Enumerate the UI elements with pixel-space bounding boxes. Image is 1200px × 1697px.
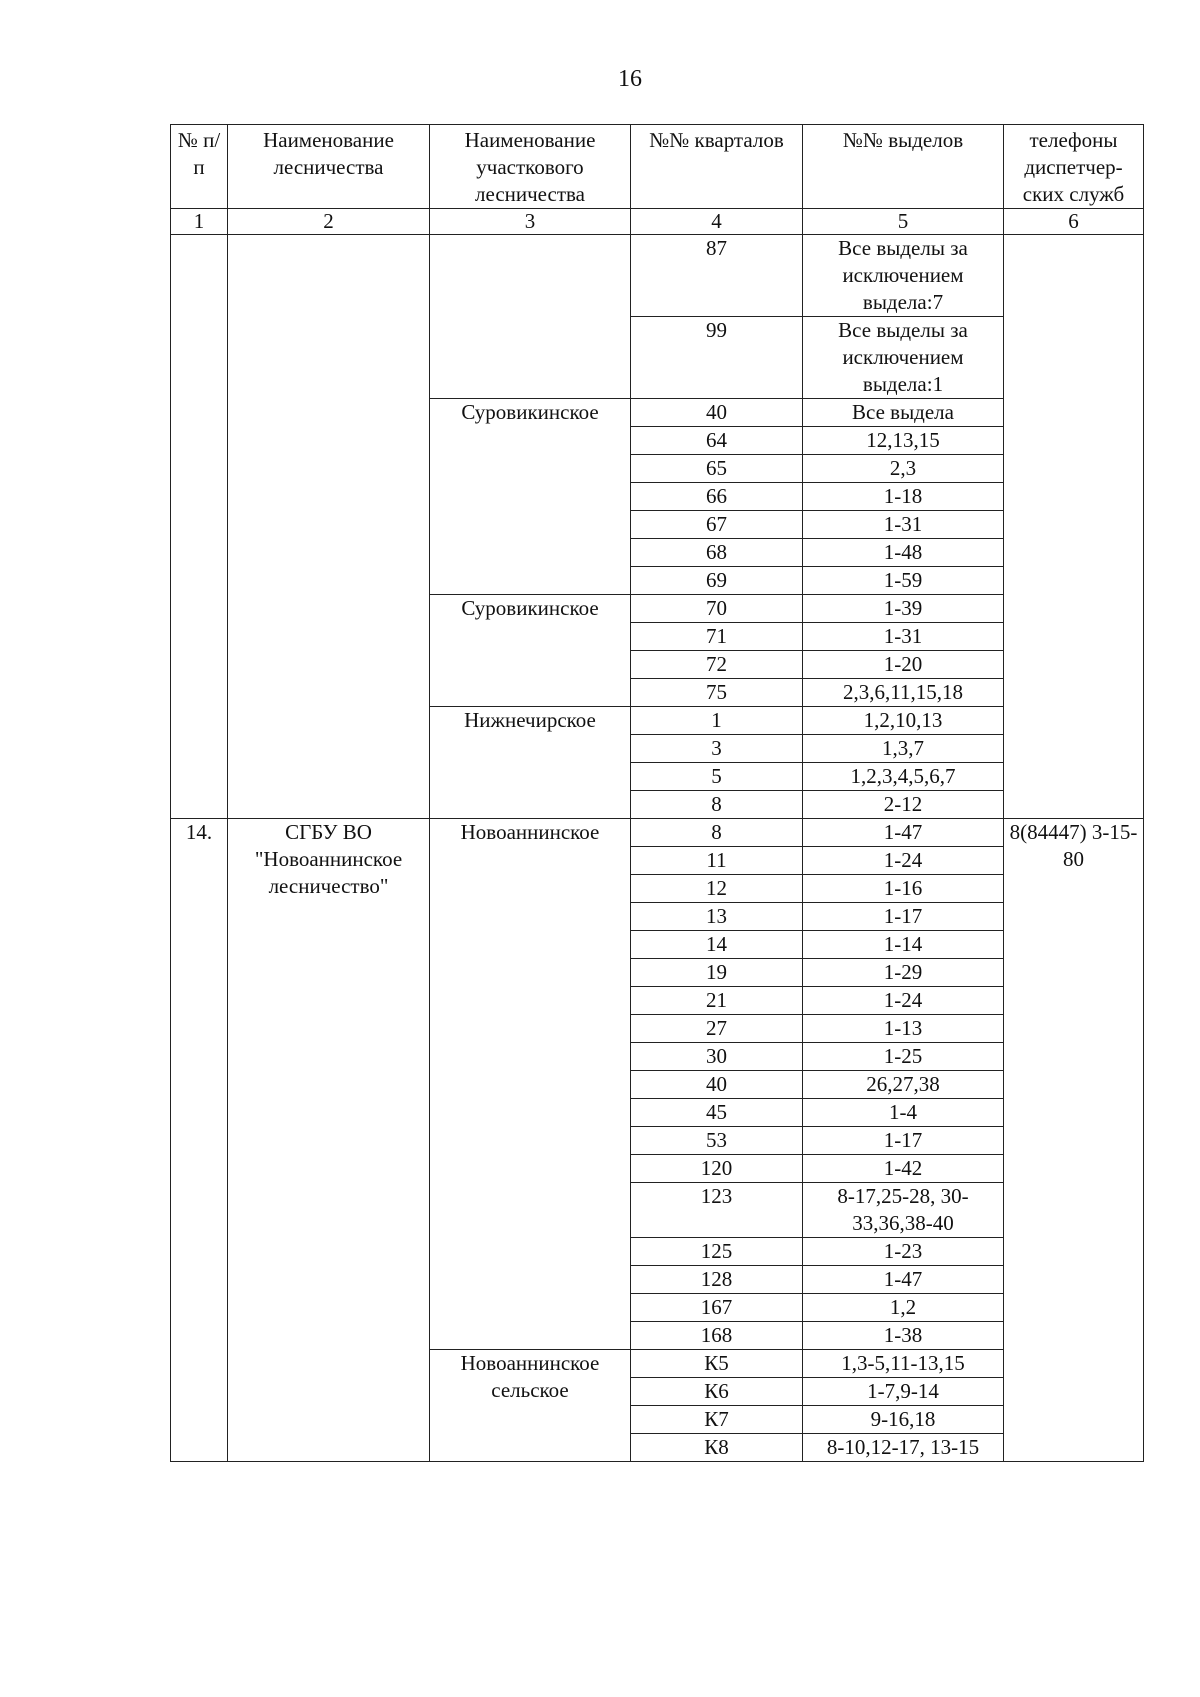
quarter-cell: 167: [631, 1294, 803, 1322]
column-number: 4: [631, 209, 803, 235]
header-subdivision: Наименование участкового лесничества: [430, 125, 631, 209]
subdivision-name-cell: Новоаннинское: [430, 819, 631, 1350]
forestry-name-cell: [228, 235, 430, 819]
quarter-cell: 99: [631, 317, 803, 399]
section-cell: Все выдела: [803, 399, 1004, 427]
section-cell: 1-14: [803, 931, 1004, 959]
section-cell: 1-24: [803, 987, 1004, 1015]
section-cell: 1-20: [803, 651, 1004, 679]
table-body: [171, 235, 1144, 1462]
forestry-name-cell: СГБУ ВО "Новоаннинское лесничество": [228, 819, 430, 1462]
section-cell: 1-17: [803, 1127, 1004, 1155]
section-cell: 1-7,9-14: [803, 1378, 1004, 1406]
quarter-cell: 75: [631, 679, 803, 707]
quarter-cell: 125: [631, 1238, 803, 1266]
section-cell: 1-17: [803, 903, 1004, 931]
section-cell: 9-16,18: [803, 1406, 1004, 1434]
section-cell: 1-39: [803, 595, 1004, 623]
quarter-cell: 70: [631, 595, 803, 623]
column-number: 2: [228, 209, 430, 235]
section-cell: 2-12: [803, 791, 1004, 819]
row-number-cell: [171, 235, 228, 819]
quarter-cell: 67: [631, 511, 803, 539]
section-cell: 1-29: [803, 959, 1004, 987]
section-cell: 1,3-5,11-13,15: [803, 1350, 1004, 1378]
quarter-cell: К6: [631, 1378, 803, 1406]
table-row: [171, 819, 1144, 847]
section-cell: 2,3,6,11,15,18: [803, 679, 1004, 707]
quarter-cell: 13: [631, 903, 803, 931]
quarter-cell: 120: [631, 1155, 803, 1183]
section-cell: 1-23: [803, 1238, 1004, 1266]
header-quarters: №№ кварталов: [631, 125, 803, 209]
section-cell: 1-25: [803, 1043, 1004, 1071]
subdivision-name-cell: Новоаннинское сельское: [430, 1350, 631, 1462]
quarter-cell: 128: [631, 1266, 803, 1294]
subdivision-name-cell: Нижнечирское: [430, 707, 631, 819]
quarter-cell: 1: [631, 707, 803, 735]
header-sections: №№ выделов: [803, 125, 1004, 209]
section-cell: Все выделы за исключением выдела:1: [803, 317, 1004, 399]
section-cell: 1,2,3,4,5,6,7: [803, 763, 1004, 791]
forestry-table: [170, 124, 1144, 1462]
quarter-cell: 45: [631, 1099, 803, 1127]
section-cell: 1-47: [803, 819, 1004, 847]
quarter-cell: 21: [631, 987, 803, 1015]
section-cell: 8-17,25-28, 30-33,36,38-40: [803, 1183, 1004, 1238]
section-cell: 12,13,15: [803, 427, 1004, 455]
section-cell: 1-47: [803, 1266, 1004, 1294]
section-cell: 1-16: [803, 875, 1004, 903]
column-number: 5: [803, 209, 1004, 235]
quarter-cell: 3: [631, 735, 803, 763]
quarter-cell: 5: [631, 763, 803, 791]
section-cell: 1,2: [803, 1294, 1004, 1322]
quarter-cell: 65: [631, 455, 803, 483]
quarter-cell: К7: [631, 1406, 803, 1434]
quarter-cell: К8: [631, 1434, 803, 1462]
section-cell: 1,3,7: [803, 735, 1004, 763]
header-phones: телефоны диспетчер-ских служб: [1004, 125, 1144, 209]
quarter-cell: 8: [631, 819, 803, 847]
quarter-cell: 72: [631, 651, 803, 679]
quarter-cell: 8: [631, 791, 803, 819]
quarter-cell: 168: [631, 1322, 803, 1350]
subdivision-name-cell: Суровикинское: [430, 595, 631, 707]
column-number: 3: [430, 209, 631, 235]
quarter-cell: 71: [631, 623, 803, 651]
page-number: 16: [618, 66, 642, 92]
quarter-cell: 40: [631, 399, 803, 427]
section-cell: 1-48: [803, 539, 1004, 567]
header-row: [171, 125, 1144, 209]
quarter-cell: 14: [631, 931, 803, 959]
quarter-cell: 66: [631, 483, 803, 511]
phone-cell: [1004, 235, 1144, 819]
column-number-row: [171, 209, 1144, 235]
section-cell: 26,27,38: [803, 1071, 1004, 1099]
table-row: [171, 235, 1144, 317]
section-cell: 2,3: [803, 455, 1004, 483]
section-cell: 1-4: [803, 1099, 1004, 1127]
section-cell: 1-42: [803, 1155, 1004, 1183]
header-number: № п/п: [171, 125, 228, 209]
quarter-cell: 64: [631, 427, 803, 455]
section-cell: 8-10,12-17, 13-15: [803, 1434, 1004, 1462]
section-cell: 1-38: [803, 1322, 1004, 1350]
quarter-cell: 27: [631, 1015, 803, 1043]
section-cell: 1-59: [803, 567, 1004, 595]
quarter-cell: 12: [631, 875, 803, 903]
quarter-cell: 53: [631, 1127, 803, 1155]
quarter-cell: 87: [631, 235, 803, 317]
quarter-cell: 40: [631, 1071, 803, 1099]
quarter-cell: 68: [631, 539, 803, 567]
quarter-cell: 30: [631, 1043, 803, 1071]
section-cell: 1-31: [803, 511, 1004, 539]
quarter-cell: 11: [631, 847, 803, 875]
section-cell: 1-31: [803, 623, 1004, 651]
section-cell: 1-18: [803, 483, 1004, 511]
quarter-cell: 19: [631, 959, 803, 987]
quarter-cell: К5: [631, 1350, 803, 1378]
subdivision-name-cell: [430, 235, 631, 399]
header-forestry: Наименование лесничества: [228, 125, 430, 209]
quarter-cell: 69: [631, 567, 803, 595]
column-number: 1: [171, 209, 228, 235]
column-number: 6: [1004, 209, 1144, 235]
subdivision-name-cell: Суровикинское: [430, 399, 631, 595]
quarter-cell: 123: [631, 1183, 803, 1238]
section-cell: Все выделы за исключением выдела:7: [803, 235, 1004, 317]
section-cell: 1-24: [803, 847, 1004, 875]
row-number-cell: 14.: [171, 819, 228, 1462]
phone-cell: 8(84447) 3-15-80: [1004, 819, 1144, 1462]
section-cell: 1-13: [803, 1015, 1004, 1043]
section-cell: 1,2,10,13: [803, 707, 1004, 735]
